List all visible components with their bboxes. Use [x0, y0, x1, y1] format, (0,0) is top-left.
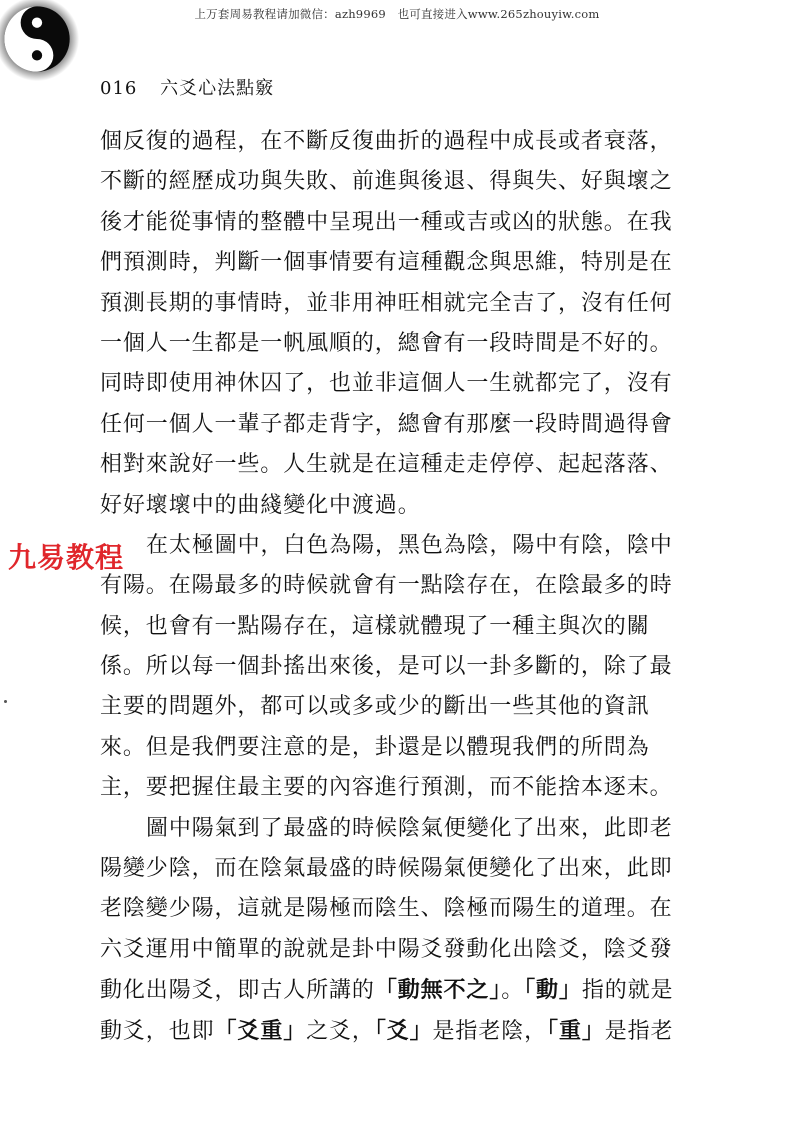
- emphasis-text: 「動無不之」: [374, 977, 502, 1004]
- text-run: 動爻，也即: [100, 1018, 215, 1044]
- text-line: [100, 122, 680, 162]
- text-line: [100, 243, 680, 283]
- text-run: 好好壞壞中的曲綫變化中渡過。: [100, 492, 421, 518]
- text-run: 動化出陽爻，即古人所講的: [100, 978, 375, 1004]
- emphasis-text: 「重」: [547, 1017, 605, 1044]
- text-run: 係。所以每一個卦搖出來後，是可以一卦多斷的，除了最: [100, 654, 673, 680]
- text-line: [100, 607, 680, 647]
- emphasis-text: 「爻」: [374, 1017, 433, 1044]
- text-run: 不斷的經歷成功與失敗、前進與後退、得與失、好與壞之: [100, 169, 673, 195]
- text-line: [100, 284, 680, 324]
- text-run: 候，也會有一點陽存在，這樣就體現了一種主與次的關: [100, 613, 650, 639]
- paragraph: [100, 809, 680, 1051]
- text-run: 預測長期的事情時，並非用神旺相就完全吉了，沒有任何: [100, 290, 673, 316]
- text-run: 有陽。在陽最多的時候就會有一點陰存在，在陰最多的時: [100, 573, 673, 599]
- header-note: 上万套周易教程请加微信：azh9969 也可直接进入www.265zhouyiw.com: [194, 7, 600, 21]
- text-run: 相對來說好一些。人生就是在這種走走停停、起起落落、: [100, 452, 673, 478]
- text-run: 。: [501, 978, 525, 1004]
- text-line: [100, 647, 680, 687]
- body-text: [100, 122, 680, 1051]
- text-run: 是指老: [604, 1018, 674, 1044]
- text-line: [100, 526, 680, 566]
- text-line: [100, 203, 680, 243]
- text-line: [100, 930, 680, 970]
- text-run: 同時即使用神休囚了，也並非這個人一生就都完了，沒有: [100, 371, 673, 397]
- text-run: 陽變少陰，而在陰氣最盛的時候陽氣便變化了出來，此即: [100, 856, 673, 882]
- text-line: [100, 486, 680, 526]
- text-line: [100, 889, 680, 929]
- taiji-icon: [0, 0, 80, 82]
- text-run: 指的就是: [581, 978, 674, 1004]
- page-number: 016: [100, 78, 138, 99]
- text-run: 任何一個人一輩子都走背字，總會有那麼一段時間過得會: [100, 411, 673, 437]
- text-line: [100, 728, 680, 768]
- emphasis-text: 「爻重」: [214, 1017, 307, 1044]
- text-run: 是指老陰，: [432, 1018, 548, 1044]
- text-run: 六爻運用中簡單的說就是卦中陽爻發動化出陰爻，陰爻發: [100, 936, 673, 962]
- watermark-logo: 九易教程: [8, 541, 125, 574]
- text-line: [100, 405, 680, 445]
- scan-speck: [4, 700, 7, 703]
- text-line: [100, 566, 680, 606]
- text-line: [100, 364, 680, 404]
- text-line: [100, 162, 680, 202]
- text-run: 主，要把握住最主要的內容進行預測，而不能捨本逐末。: [100, 775, 673, 801]
- text-run: 主要的問題外，都可以或多或少的斷出一些其他的資訊: [100, 694, 650, 720]
- text-run: 來。但是我們要注意的是，卦還是以體現我們的所問為: [100, 734, 650, 760]
- text-run: 一個人一生都是一帆風順的，總會有一段時間是不好的。: [100, 330, 673, 356]
- text-run: 後才能從事情的整體中呈現出一種或吉或凶的狀態。在我: [100, 209, 673, 235]
- text-line: [100, 324, 680, 364]
- paragraph: [100, 526, 680, 809]
- text-run: 之爻，: [306, 1018, 375, 1044]
- text-line: [100, 1011, 680, 1051]
- text-run: 個反復的過程，在不斷反復曲折的過程中成長或者衰落，: [100, 129, 673, 154]
- emphasis-text: 「動」: [524, 977, 582, 1004]
- paragraph: [100, 122, 680, 526]
- text-run: 圖中陽氣到了最盛的時候陰氣便變化了出來，此即老: [146, 815, 673, 841]
- text-line: [100, 687, 680, 727]
- text-line: [100, 445, 680, 485]
- text-run: 老陰變少陽，這就是陽極而陰生、陰極而陽生的道理。在: [100, 896, 673, 922]
- text-line: [100, 849, 680, 889]
- text-line: [100, 809, 680, 849]
- text-line: [100, 768, 680, 808]
- text-run: 們預測時，判斷一個事情要有這種觀念與思維，特別是在: [100, 250, 673, 276]
- book-title: 六爻心法點竅: [160, 78, 275, 99]
- text-run: 在太極圖中，白色為陽，黑色為陰，陽中有陰，陰中: [146, 532, 673, 558]
- text-line: [100, 970, 680, 1010]
- page-header: [100, 74, 274, 100]
